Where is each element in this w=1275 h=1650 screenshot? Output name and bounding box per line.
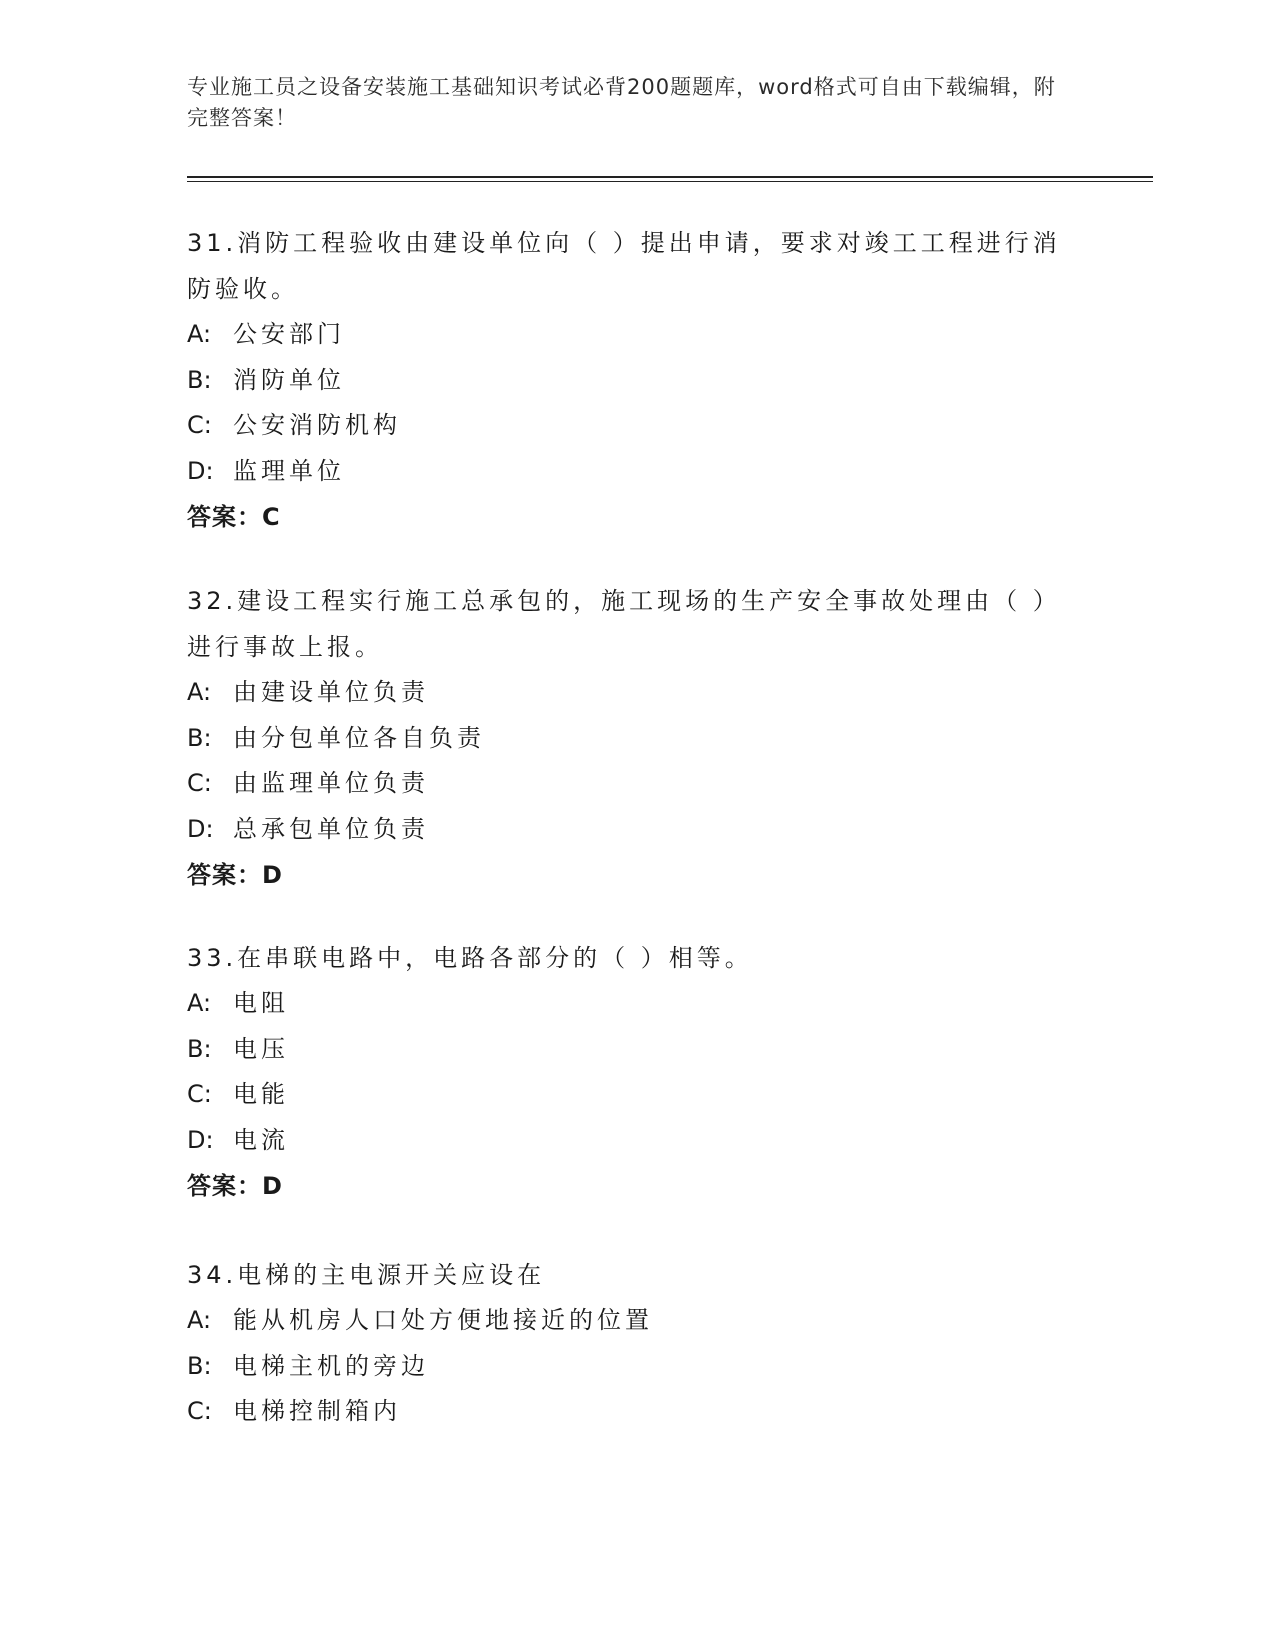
question-stem: 34.电梯的主电源开关应设在 [187, 1261, 546, 1289]
option-letter: A: [187, 989, 212, 1017]
question-stem: 31.消防工程验收由建设单位向（ ）提出申请，要求对竣工工程进行消防验收。 [187, 229, 1061, 303]
option-letter: B: [187, 723, 212, 752]
option-text: 能从机房人口处方便地接近的位置 [233, 1306, 653, 1334]
option-c [187, 1072, 1067, 1118]
option-text: 电梯控制箱内 [233, 1397, 401, 1425]
header-divider-thick [187, 176, 1153, 178]
option-text: 总承包单位负责 [233, 814, 429, 843]
option-text: 由建设单位负责 [233, 678, 429, 706]
option-letter: C: [187, 769, 212, 797]
option-letter: D: [187, 814, 214, 843]
option-d [187, 807, 1067, 853]
question-34 [187, 1252, 1067, 1435]
option-letter: B: [187, 365, 212, 394]
option-letter: A: [187, 320, 212, 348]
option-text: 公安部门 [233, 320, 345, 348]
option-text: 电能 [233, 1080, 289, 1108]
question-stem: 33.在串联电路中，电路各部分的（ ）相等。 [187, 944, 753, 972]
option-c [187, 403, 1067, 449]
option-d [187, 449, 1067, 495]
option-letter: A: [187, 678, 212, 706]
option-text: 电梯主机的旁边 [233, 1351, 429, 1380]
option-b [187, 1344, 1067, 1390]
option-text: 由监理单位负责 [233, 769, 429, 797]
option-letter: C: [187, 1080, 212, 1108]
option-letter: A: [187, 1306, 212, 1334]
option-a [187, 1298, 1067, 1344]
option-a [187, 670, 1067, 716]
answer: 答案：D [187, 1172, 283, 1200]
option-b [187, 1027, 1067, 1073]
option-c [187, 761, 1067, 807]
option-letter: C: [187, 411, 212, 439]
option-c [187, 1389, 1067, 1435]
question-stem: 32.建设工程实行施工总承包的，施工现场的生产安全事故处理由（ ）进行事故上报。 [187, 587, 1061, 661]
option-letter: C: [187, 1397, 212, 1425]
option-a [187, 312, 1067, 358]
question-33 [187, 935, 1067, 1209]
option-text: 电流 [233, 1125, 289, 1154]
option-letter: B: [187, 1034, 212, 1063]
option-a [187, 981, 1067, 1027]
answer: 答案：D [187, 861, 283, 889]
option-b [187, 358, 1067, 404]
header-divider-thin [187, 181, 1153, 182]
option-letter: D: [187, 456, 214, 485]
option-text: 电阻 [233, 989, 289, 1017]
option-text: 监理单位 [233, 456, 345, 485]
document-header: 专业施工员之设备安装施工基础知识考试必背200题题库，word格式可自由下载编辑，附完整答案！ [187, 75, 1056, 130]
option-d [187, 1118, 1067, 1164]
answer: 答案：C [187, 503, 281, 531]
question-32 [187, 578, 1067, 898]
option-text: 消防单位 [233, 365, 345, 394]
question-31 [187, 220, 1067, 540]
option-text: 电压 [233, 1034, 289, 1063]
option-text: 公安消防机构 [233, 411, 401, 439]
option-letter: D: [187, 1125, 214, 1154]
option-b [187, 716, 1067, 762]
option-text: 由分包单位各自负责 [233, 723, 485, 752]
option-letter: B: [187, 1351, 212, 1380]
